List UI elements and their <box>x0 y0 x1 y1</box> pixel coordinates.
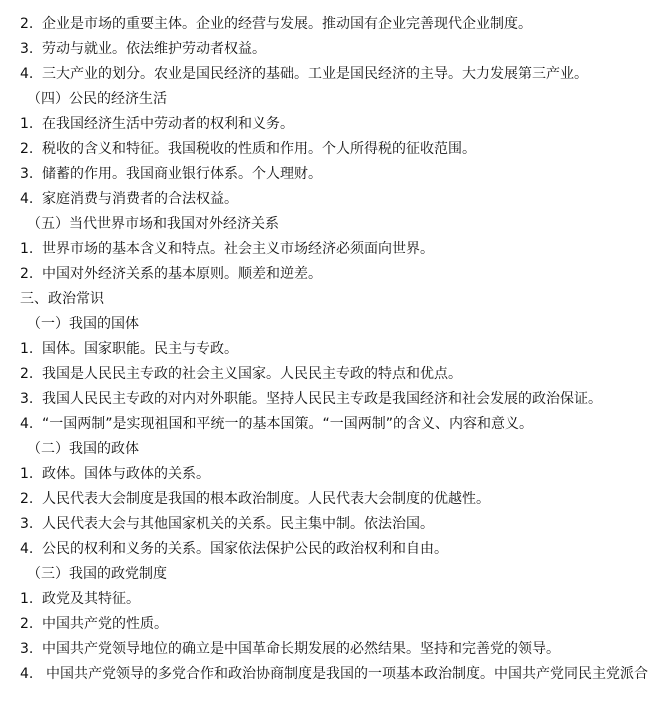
item-number: 2. <box>20 266 34 282</box>
item-number: 2. <box>20 616 34 632</box>
item-text: 储蓄的作用。我国商业银行体系。个人理财。 <box>42 166 322 182</box>
item-number: 4. <box>20 541 34 557</box>
item-text: 人民代表大会制度是我国的根本政治制度。人民代表大会制度的优越性。 <box>42 491 490 507</box>
item-text: 国体。国家职能。民主与专政。 <box>42 341 238 357</box>
item-number: 1. <box>20 116 34 132</box>
heading-text: （三）我国的政党制度 <box>27 566 167 582</box>
item-number: 4. <box>20 66 34 82</box>
item-number: 1. <box>20 591 34 607</box>
item-number: 2. <box>20 16 34 32</box>
section-text: 三、政治常识 <box>20 291 104 307</box>
item-number: 1. <box>20 466 34 482</box>
item-number: 1. <box>20 341 34 357</box>
item-number: 3. <box>20 391 34 407</box>
item-number: 3. <box>20 166 34 182</box>
item-number: 3. <box>20 516 34 532</box>
item-text: 中国共产党领导地位的确立是中国革命长期发展的必然结果。坚持和完善党的领导。 <box>42 641 560 657</box>
item-number: 3. <box>20 641 34 657</box>
item-text: 家庭消费与消费者的合法权益。 <box>42 191 238 207</box>
item-text: 公民的权利和义务的关系。国家依法保护公民的政治权利和自由。 <box>42 541 448 557</box>
item-text: 政体。国体与政体的关系。 <box>42 466 210 482</box>
item-text: 中国共产党的性质。 <box>42 616 168 632</box>
item-text: 中国共产党领导的多党合作和政治协商制度是我国的一项基本政治制度。中国共产党同民主党派合 <box>46 666 648 682</box>
item-text: 我国人民民主专政的对内对外职能。坚持人民民主专政是我国经济和社会发展的政治保证。 <box>42 391 602 407</box>
item-number: 4. <box>20 416 34 432</box>
item-number: 3. <box>20 41 34 57</box>
item-text: 我国是人民民主专政的社会主义国家。人民民主专政的特点和优点。 <box>42 366 462 382</box>
item-text: 三大产业的划分。农业是国民经济的基础。工业是国民经济的主导。大力发展第三产业。 <box>42 66 588 82</box>
item-number: 2. <box>20 366 34 382</box>
item-text: 中国对外经济关系的基本原则。顺差和逆差。 <box>42 266 322 282</box>
item-number: 4. <box>20 191 34 207</box>
item-text: 税收的含义和特征。我国税收的性质和作用。个人所得税的征收范围。 <box>42 141 476 157</box>
item-number: 2. <box>20 491 34 507</box>
item-text: 世界市场的基本含义和特点。社会主义市场经济必须面向世界。 <box>42 241 434 257</box>
heading-text: （五）当代世界市场和我国对外经济关系 <box>27 216 279 232</box>
item-number: 2. <box>20 141 34 157</box>
item-text: “一国两制”是实现祖国和平统一的基本国策。“一国两制”的含义、内容和意义。 <box>42 416 534 432</box>
heading-text: （二）我国的政体 <box>27 441 139 457</box>
heading-text: （四）公民的经济生活 <box>27 91 167 107</box>
item-text: 劳动与就业。依法维护劳动者权益。 <box>42 41 266 57</box>
item-text: 政党及其特征。 <box>42 591 140 607</box>
item-text: 人民代表大会与其他国家机关的关系。民主集中制。依法治国。 <box>42 516 434 532</box>
item-number: 4. <box>20 666 34 682</box>
item-text: 在我国经济生活中劳动者的权利和义务。 <box>42 116 294 132</box>
heading-text: （一）我国的国体 <box>27 316 139 332</box>
item-number: 1. <box>20 241 34 257</box>
item-text: 企业是市场的重要主体。企业的经营与发展。推动国有企业完善现代企业制度。 <box>42 16 532 32</box>
